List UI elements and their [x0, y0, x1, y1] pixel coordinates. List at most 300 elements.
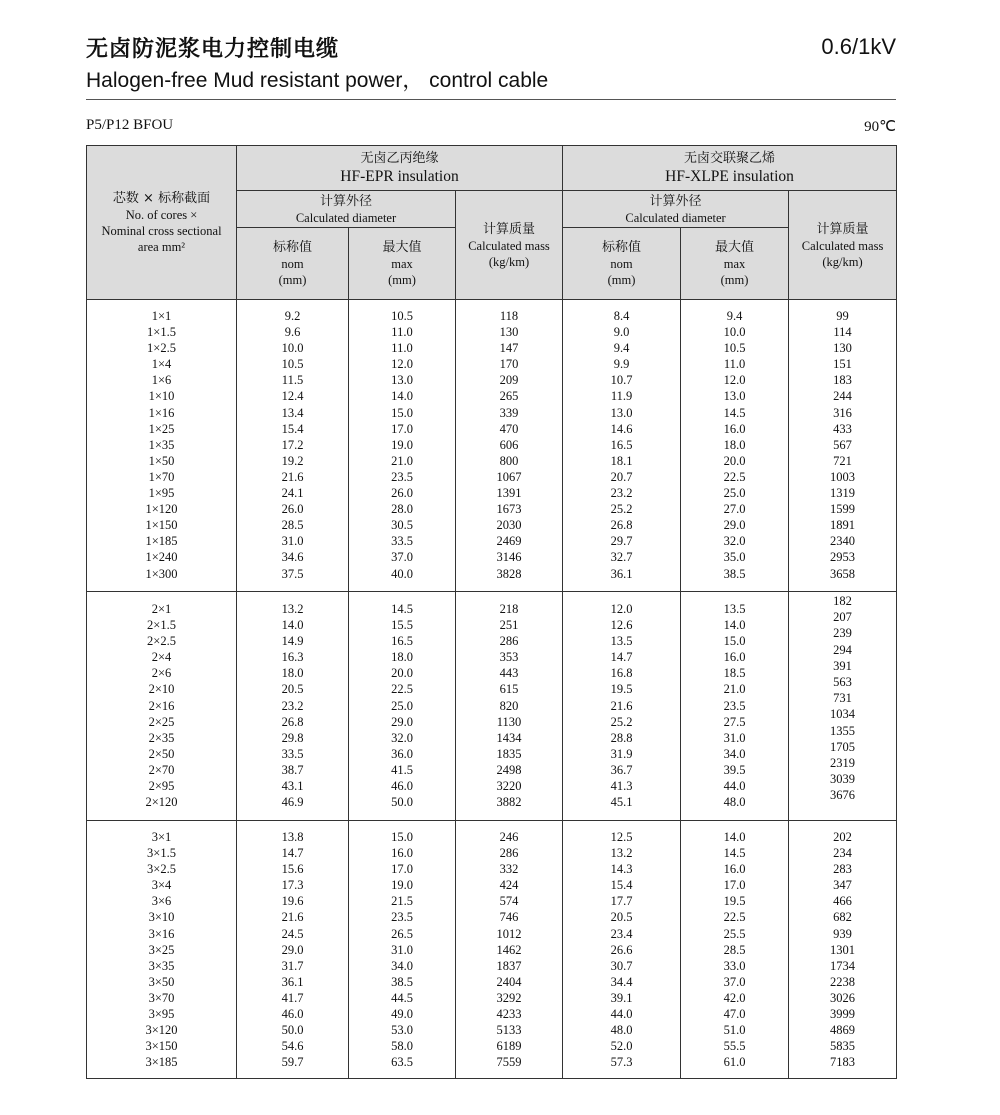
- cell-value: 1×300: [145, 566, 178, 581]
- cell-value: 16.0: [723, 421, 746, 436]
- cell-value: 30.7: [610, 958, 633, 973]
- cell-value: 13.5: [610, 634, 633, 649]
- cell-value: 11.0: [391, 325, 413, 340]
- cell-value: 1×6: [151, 373, 172, 388]
- cell-value: 22.5: [723, 910, 746, 925]
- table-row: [87, 821, 897, 1079]
- cell-value: 23.2: [610, 486, 633, 501]
- cell-value: 35.0: [723, 550, 746, 565]
- cell-value: 48.0: [723, 795, 746, 810]
- cell-value: 2×70: [148, 762, 175, 777]
- cell-value: 47.0: [723, 1007, 746, 1022]
- cell-value: 3×2.5: [147, 862, 176, 877]
- epr-max-cell: [349, 821, 456, 1079]
- cell-value: 246: [499, 830, 519, 844]
- cell-value: 14.0: [723, 618, 746, 633]
- cell-value: 31.0: [281, 534, 304, 549]
- cell-value: 14.7: [610, 650, 633, 665]
- xlpe-max-cell: [681, 592, 789, 821]
- cell-value: 99: [836, 309, 849, 323]
- cell-value: 9.9: [613, 357, 630, 372]
- cell-value: 244: [833, 389, 852, 404]
- xlpe-nom-cell: [563, 821, 681, 1079]
- cell-value: 19.6: [281, 894, 304, 909]
- header-epr-mass: [456, 191, 563, 300]
- cell-value: 23.5: [391, 910, 413, 925]
- header-xlpe-nom-en: nom: [610, 257, 633, 271]
- cell-value: 14.3: [610, 862, 633, 877]
- cell-value: 32.7: [610, 550, 633, 565]
- cell-value: 7183: [830, 1055, 856, 1070]
- cell-value: 2×50: [148, 746, 175, 761]
- cell-value: 721: [833, 453, 852, 468]
- cell-value: 6189: [496, 1039, 522, 1054]
- cell-value: 29.0: [391, 714, 413, 729]
- cell-value: 39.5: [723, 762, 746, 777]
- xlpe-mass-cell: [789, 821, 897, 1079]
- cell-value: 33.5: [391, 534, 413, 549]
- cell-value: 1355: [830, 723, 856, 738]
- cell-value: 13.2: [610, 846, 633, 861]
- cell-value: 15.0: [391, 830, 413, 844]
- header-xlpe-mass-unit: (kg/km): [822, 254, 863, 269]
- xlpe-max-cell: [681, 300, 789, 592]
- cell-value: 1034: [830, 707, 856, 722]
- cell-value: 37.0: [723, 974, 746, 989]
- epr-mass-cell: [456, 821, 563, 1079]
- cell-value: 14.0: [281, 618, 304, 633]
- cell-value: 12.0: [723, 373, 746, 388]
- cell-value: 114: [833, 325, 852, 340]
- header-xlpe-max-en: max: [723, 257, 746, 271]
- epr-mass-cell: [456, 300, 563, 592]
- cell-value: 19.0: [391, 878, 413, 893]
- cell-value: 265: [499, 389, 519, 404]
- cell-value: 9.0: [613, 325, 630, 340]
- table-body: [87, 300, 897, 1079]
- header-epr-nom-cn: 标称值: [272, 240, 312, 255]
- cell-value: 15.4: [281, 421, 304, 436]
- header-xlpe-calc-diameter: [563, 191, 789, 228]
- header-xlpe-group: [563, 146, 897, 191]
- cell-value: 218: [499, 602, 519, 616]
- cable-model: P5/P12 BFOU: [86, 117, 174, 133]
- cell-value: 10.5: [281, 357, 304, 372]
- cell-value: 21.5: [391, 894, 413, 909]
- cell-value: 44.5: [391, 990, 413, 1005]
- cell-value: 26.6: [610, 942, 633, 957]
- cell-value: 2×1.5: [147, 618, 176, 633]
- cell-value: 332: [499, 862, 519, 877]
- xlpe-mass-cell: [789, 592, 897, 821]
- cell-value: 41.7: [281, 990, 304, 1005]
- cell-value: 16.0: [391, 846, 413, 861]
- header-epr-diameter-en: Calculated diameter: [295, 210, 397, 225]
- header-epr-diameter-cn: 计算外径: [319, 193, 372, 209]
- header-xlpe-cn: 无卤交联聚乙烯: [684, 151, 776, 166]
- cell-value: 1391: [496, 486, 522, 501]
- cell-value: 9.6: [284, 325, 301, 340]
- cell-value: 1673: [496, 502, 522, 517]
- cell-value: 3999: [830, 1007, 856, 1022]
- page-title-english: Halogen-free Mud resistant power， control cable: [86, 69, 549, 92]
- cell-value: 939: [833, 926, 852, 941]
- cell-value: 9.4: [613, 341, 630, 356]
- header-xlpe-mass-en: Calculated mass: [801, 238, 884, 253]
- cell-value: 28.5: [281, 518, 304, 533]
- cell-value: 5133: [496, 1023, 522, 1038]
- cell-value: 14.9: [281, 634, 304, 649]
- cell-value: 2404: [496, 974, 522, 989]
- cell-value: 28.0: [391, 502, 413, 517]
- cell-value: 29.0: [281, 942, 304, 957]
- cell-value: 17.0: [723, 878, 746, 893]
- cell-value: 2×4: [151, 650, 172, 665]
- cell-value: 36.1: [281, 974, 304, 989]
- cell-value: 13.2: [281, 602, 304, 616]
- header-epr-mass-en: Calculated mass: [468, 238, 550, 253]
- cell-value: 567: [833, 437, 852, 452]
- cell-value: 286: [499, 634, 519, 649]
- cell-value: 316: [833, 405, 852, 420]
- cell-value: 29.0: [723, 518, 746, 533]
- header-xlpe-mass: [789, 191, 897, 300]
- cell-value: 15.0: [723, 634, 746, 649]
- cell-value: 41.3: [610, 779, 633, 794]
- cell-value: 14.0: [391, 389, 413, 404]
- cell-value: 1319: [830, 486, 856, 501]
- cell-value: 1×4: [151, 357, 172, 372]
- header-cores-cross-section: [87, 146, 237, 300]
- cell-value: 44.0: [723, 779, 746, 794]
- cell-value: 37.5: [281, 566, 304, 581]
- xlpe-nom-cell: [563, 300, 681, 592]
- cell-value: 27.5: [723, 714, 746, 729]
- cell-value: 11.0: [391, 341, 413, 356]
- header-xlpe-diameter-en: Calculated diameter: [625, 210, 726, 225]
- cell-value: 239: [833, 626, 852, 641]
- cell-value: 12.5: [610, 830, 633, 844]
- cell-value: 3039: [830, 772, 856, 787]
- cell-value: 49.0: [391, 1007, 413, 1022]
- cell-value: 26.8: [610, 518, 633, 533]
- cell-value: 2953: [830, 550, 856, 565]
- cell-value: 353: [499, 650, 519, 665]
- cell-value: 45.1: [610, 795, 633, 810]
- cell-value: 339: [499, 405, 519, 420]
- cell-value: 28.5: [723, 942, 746, 957]
- cell-value: 31.7: [281, 958, 304, 973]
- cell-value: 3×35: [148, 958, 175, 973]
- cell-value: 29.8: [281, 730, 304, 745]
- cell-value: 2×1: [151, 602, 172, 616]
- cell-value: 17.7: [610, 894, 633, 909]
- cell-value: 286: [499, 846, 519, 861]
- cell-value: 20.0: [391, 666, 413, 681]
- cell-value: 209: [499, 373, 519, 388]
- cell-value: 26.0: [391, 486, 413, 501]
- cell-value: 34.0: [391, 958, 413, 973]
- cell-value: 2×120: [145, 795, 178, 810]
- cores-cell: [87, 300, 237, 592]
- cell-value: 1012: [496, 926, 522, 941]
- cell-value: 147: [499, 341, 519, 356]
- cell-value: 23.2: [281, 698, 304, 713]
- cell-value: 34.0: [723, 746, 746, 761]
- cell-value: 10.7: [610, 373, 633, 388]
- cell-value: 34.6: [281, 550, 304, 565]
- voltage-rating: 0.6/1kV: [821, 34, 896, 59]
- cell-value: 130: [833, 341, 852, 356]
- header-epr-max-unit: (mm): [388, 273, 416, 287]
- cell-value: 41.5: [391, 762, 413, 777]
- cell-value: 10.5: [391, 309, 413, 323]
- cell-value: 13.8: [281, 830, 304, 844]
- cell-value: 38.5: [723, 566, 746, 581]
- cell-value: 52.0: [610, 1039, 633, 1054]
- header-epr-max-en: max: [391, 257, 413, 271]
- cell-value: 53.0: [391, 1023, 413, 1038]
- cell-value: 23.5: [723, 698, 746, 713]
- cell-value: 251: [499, 618, 519, 633]
- header-epr-calc-diameter: [237, 191, 456, 228]
- cell-value: 3×25: [148, 942, 175, 957]
- cell-value: 1×95: [148, 486, 175, 501]
- cell-value: 170: [499, 357, 519, 372]
- header-epr-mass-cn: 计算质量: [483, 221, 536, 237]
- cell-value: 2469: [496, 534, 522, 549]
- cell-value: 10.0: [723, 325, 746, 340]
- epr-max-cell: [349, 300, 456, 592]
- cell-value: 29.7: [610, 534, 633, 549]
- cell-value: 27.0: [723, 502, 746, 517]
- xlpe-mass-cell: [789, 300, 897, 592]
- cell-value: 3292: [496, 990, 522, 1005]
- cell-value: 14.5: [723, 405, 746, 420]
- cell-value: 25.0: [391, 698, 413, 713]
- cell-value: 1462: [496, 942, 522, 957]
- page-header: [86, 30, 896, 90]
- cell-value: 16.0: [723, 650, 746, 665]
- cell-value: 19.2: [281, 453, 304, 468]
- cell-value: 3×1: [151, 830, 172, 844]
- cell-value: 3×1.5: [147, 846, 176, 861]
- table-row: [87, 300, 897, 592]
- cell-value: 3×95: [148, 1007, 175, 1022]
- cell-value: 2×6: [151, 666, 172, 681]
- header-epr-nom: [237, 228, 349, 300]
- epr-max-cell: [349, 592, 456, 821]
- cell-value: 22.5: [391, 682, 413, 697]
- cell-value: 14.7: [281, 846, 304, 861]
- header-epr-nom-en: nom: [281, 257, 304, 271]
- cell-value: 24.5: [281, 926, 304, 941]
- cell-value: 43.1: [281, 779, 304, 794]
- spec-table: [86, 145, 897, 1079]
- cell-value: 36.7: [610, 762, 633, 777]
- cell-value: 151: [833, 357, 852, 372]
- cell-value: 466: [833, 894, 852, 909]
- temperature-rating: 90℃: [864, 119, 896, 135]
- cell-value: 202: [833, 830, 852, 844]
- cell-value: 44.0: [610, 1007, 633, 1022]
- cell-value: 14.0: [723, 830, 746, 844]
- cell-value: 183: [833, 373, 852, 388]
- cell-value: 15.5: [391, 618, 413, 633]
- header-epr-max-cn: 最大值: [382, 240, 422, 255]
- cell-value: 55.5: [723, 1039, 746, 1054]
- cell-value: 16.3: [281, 650, 304, 665]
- header-xlpe-mass-cn: 计算质量: [816, 221, 869, 237]
- cell-value: 4233: [496, 1007, 522, 1022]
- cell-value: 50.0: [281, 1023, 304, 1038]
- cell-value: 2×2.5: [147, 634, 176, 649]
- cell-value: 3220: [496, 779, 522, 794]
- cell-value: 1×185: [145, 534, 178, 549]
- cell-value: 20.7: [610, 469, 633, 484]
- cell-value: 26.0: [281, 502, 304, 517]
- header-xlpe-max-unit: (mm): [720, 273, 749, 287]
- cell-value: 574: [499, 894, 519, 909]
- cell-value: 34.4: [610, 974, 633, 989]
- cell-value: 20.5: [610, 910, 633, 925]
- cell-value: 347: [833, 878, 852, 893]
- header-xlpe-max-cn: 最大值: [715, 240, 755, 255]
- cell-value: 18.5: [723, 666, 746, 681]
- cell-value: 17.0: [391, 421, 413, 436]
- cell-value: 731: [833, 691, 852, 706]
- cell-value: 11.9: [610, 389, 633, 404]
- cell-value: 13.0: [723, 389, 746, 404]
- cell-value: 28.8: [610, 730, 633, 745]
- cell-value: 2×16: [148, 698, 175, 713]
- cell-value: 19.0: [391, 437, 413, 452]
- header-epr-en: HF-EPR insulation: [340, 168, 459, 185]
- cell-value: 19.5: [723, 894, 746, 909]
- cell-value: 17.3: [281, 878, 304, 893]
- cell-value: 615: [499, 682, 519, 697]
- cell-value: 24.1: [281, 486, 304, 501]
- header-xlpe-nom-cn: 标称值: [602, 240, 642, 255]
- cell-value: 18.0: [391, 650, 413, 665]
- cell-value: 12.0: [391, 357, 413, 372]
- cell-value: 18.0: [281, 666, 304, 681]
- cell-value: 13.5: [723, 602, 746, 616]
- cell-value: 3×10: [148, 910, 175, 925]
- cell-value: 17.0: [391, 862, 413, 877]
- header-epr-nom-unit: (mm): [278, 273, 307, 287]
- header-epr-mass-unit: (kg/km): [488, 254, 530, 269]
- cell-value: 470: [499, 421, 519, 436]
- cell-value: 3×120: [145, 1023, 178, 1038]
- cell-value: 2×10: [148, 682, 175, 697]
- header-cores-en3: area mm²: [137, 240, 186, 254]
- cell-value: 1434: [496, 730, 522, 745]
- cell-value: 1891: [830, 518, 856, 533]
- cell-value: 3×4: [151, 878, 172, 893]
- cell-value: 14.6: [610, 421, 633, 436]
- cell-value: 16.5: [610, 437, 633, 452]
- cell-value: 46.0: [391, 779, 413, 794]
- cell-value: 30.5: [391, 518, 413, 533]
- cell-value: 54.6: [281, 1039, 304, 1054]
- cell-value: 40.0: [391, 566, 413, 581]
- cell-value: 8.4: [613, 309, 630, 323]
- cell-value: 11.5: [281, 373, 304, 388]
- cell-value: 51.0: [723, 1023, 746, 1038]
- cell-value: 2×95: [148, 779, 175, 794]
- cell-value: 25.2: [610, 714, 633, 729]
- header-xlpe-nom: [563, 228, 681, 300]
- cell-value: 800: [499, 453, 519, 468]
- cell-value: 13.4: [281, 405, 304, 420]
- cell-value: 2×25: [148, 714, 175, 729]
- cell-value: 2319: [830, 756, 856, 771]
- cell-value: 21.6: [281, 910, 304, 925]
- cell-value: 1067: [496, 469, 522, 484]
- cell-value: 13.0: [391, 373, 413, 388]
- cores-cell: [87, 821, 237, 1079]
- cell-value: 2030: [496, 518, 522, 533]
- cell-value: 443: [499, 666, 519, 681]
- cell-value: 424: [499, 878, 519, 893]
- cell-value: 3882: [496, 795, 522, 810]
- cell-value: 294: [833, 642, 852, 657]
- cell-value: 26.8: [281, 714, 304, 729]
- cell-value: 606: [499, 437, 519, 452]
- xlpe-nom-cell: [563, 592, 681, 821]
- cell-value: 50.0: [391, 795, 413, 810]
- cell-value: 3×185: [145, 1055, 178, 1070]
- header-xlpe-max: [681, 228, 789, 300]
- cell-value: 1×240: [145, 550, 178, 565]
- cell-value: 3×50: [148, 974, 175, 989]
- cell-value: 15.6: [281, 862, 304, 877]
- cell-value: 3026: [830, 990, 856, 1005]
- cell-value: 15.0: [391, 405, 413, 420]
- cell-value: 23.4: [610, 926, 633, 941]
- cell-value: 283: [833, 862, 852, 877]
- epr-nom-cell: [237, 821, 349, 1079]
- cell-value: 21.0: [391, 453, 413, 468]
- cell-value: 14.5: [391, 602, 413, 616]
- cell-value: 2238: [830, 974, 856, 989]
- cell-value: 61.0: [723, 1055, 746, 1070]
- cell-value: 22.5: [723, 469, 746, 484]
- cell-value: 7559: [496, 1055, 522, 1070]
- cell-value: 33.0: [723, 958, 746, 973]
- cell-value: 59.7: [281, 1055, 304, 1070]
- cell-value: 182: [833, 594, 852, 608]
- cell-value: 16.8: [610, 666, 633, 681]
- cell-value: 1×120: [145, 502, 178, 517]
- cell-value: 820: [499, 698, 519, 713]
- cell-value: 1×150: [145, 518, 178, 533]
- cell-value: 21.6: [610, 698, 633, 713]
- cell-value: 31.0: [723, 730, 746, 745]
- cell-value: 1705: [830, 739, 856, 754]
- cell-value: 31.9: [610, 746, 633, 761]
- cell-value: 563: [833, 675, 852, 690]
- cell-value: 18.1: [610, 453, 633, 468]
- cell-value: 234: [833, 846, 852, 861]
- header-cores-en2: Nominal cross sectional: [101, 224, 222, 238]
- cell-value: 2×35: [148, 730, 175, 745]
- cell-value: 433: [833, 421, 852, 436]
- header-xlpe-diameter-cn: 计算外径: [649, 193, 702, 209]
- cell-value: 1×2.5: [147, 341, 176, 356]
- cell-value: 63.5: [391, 1055, 413, 1070]
